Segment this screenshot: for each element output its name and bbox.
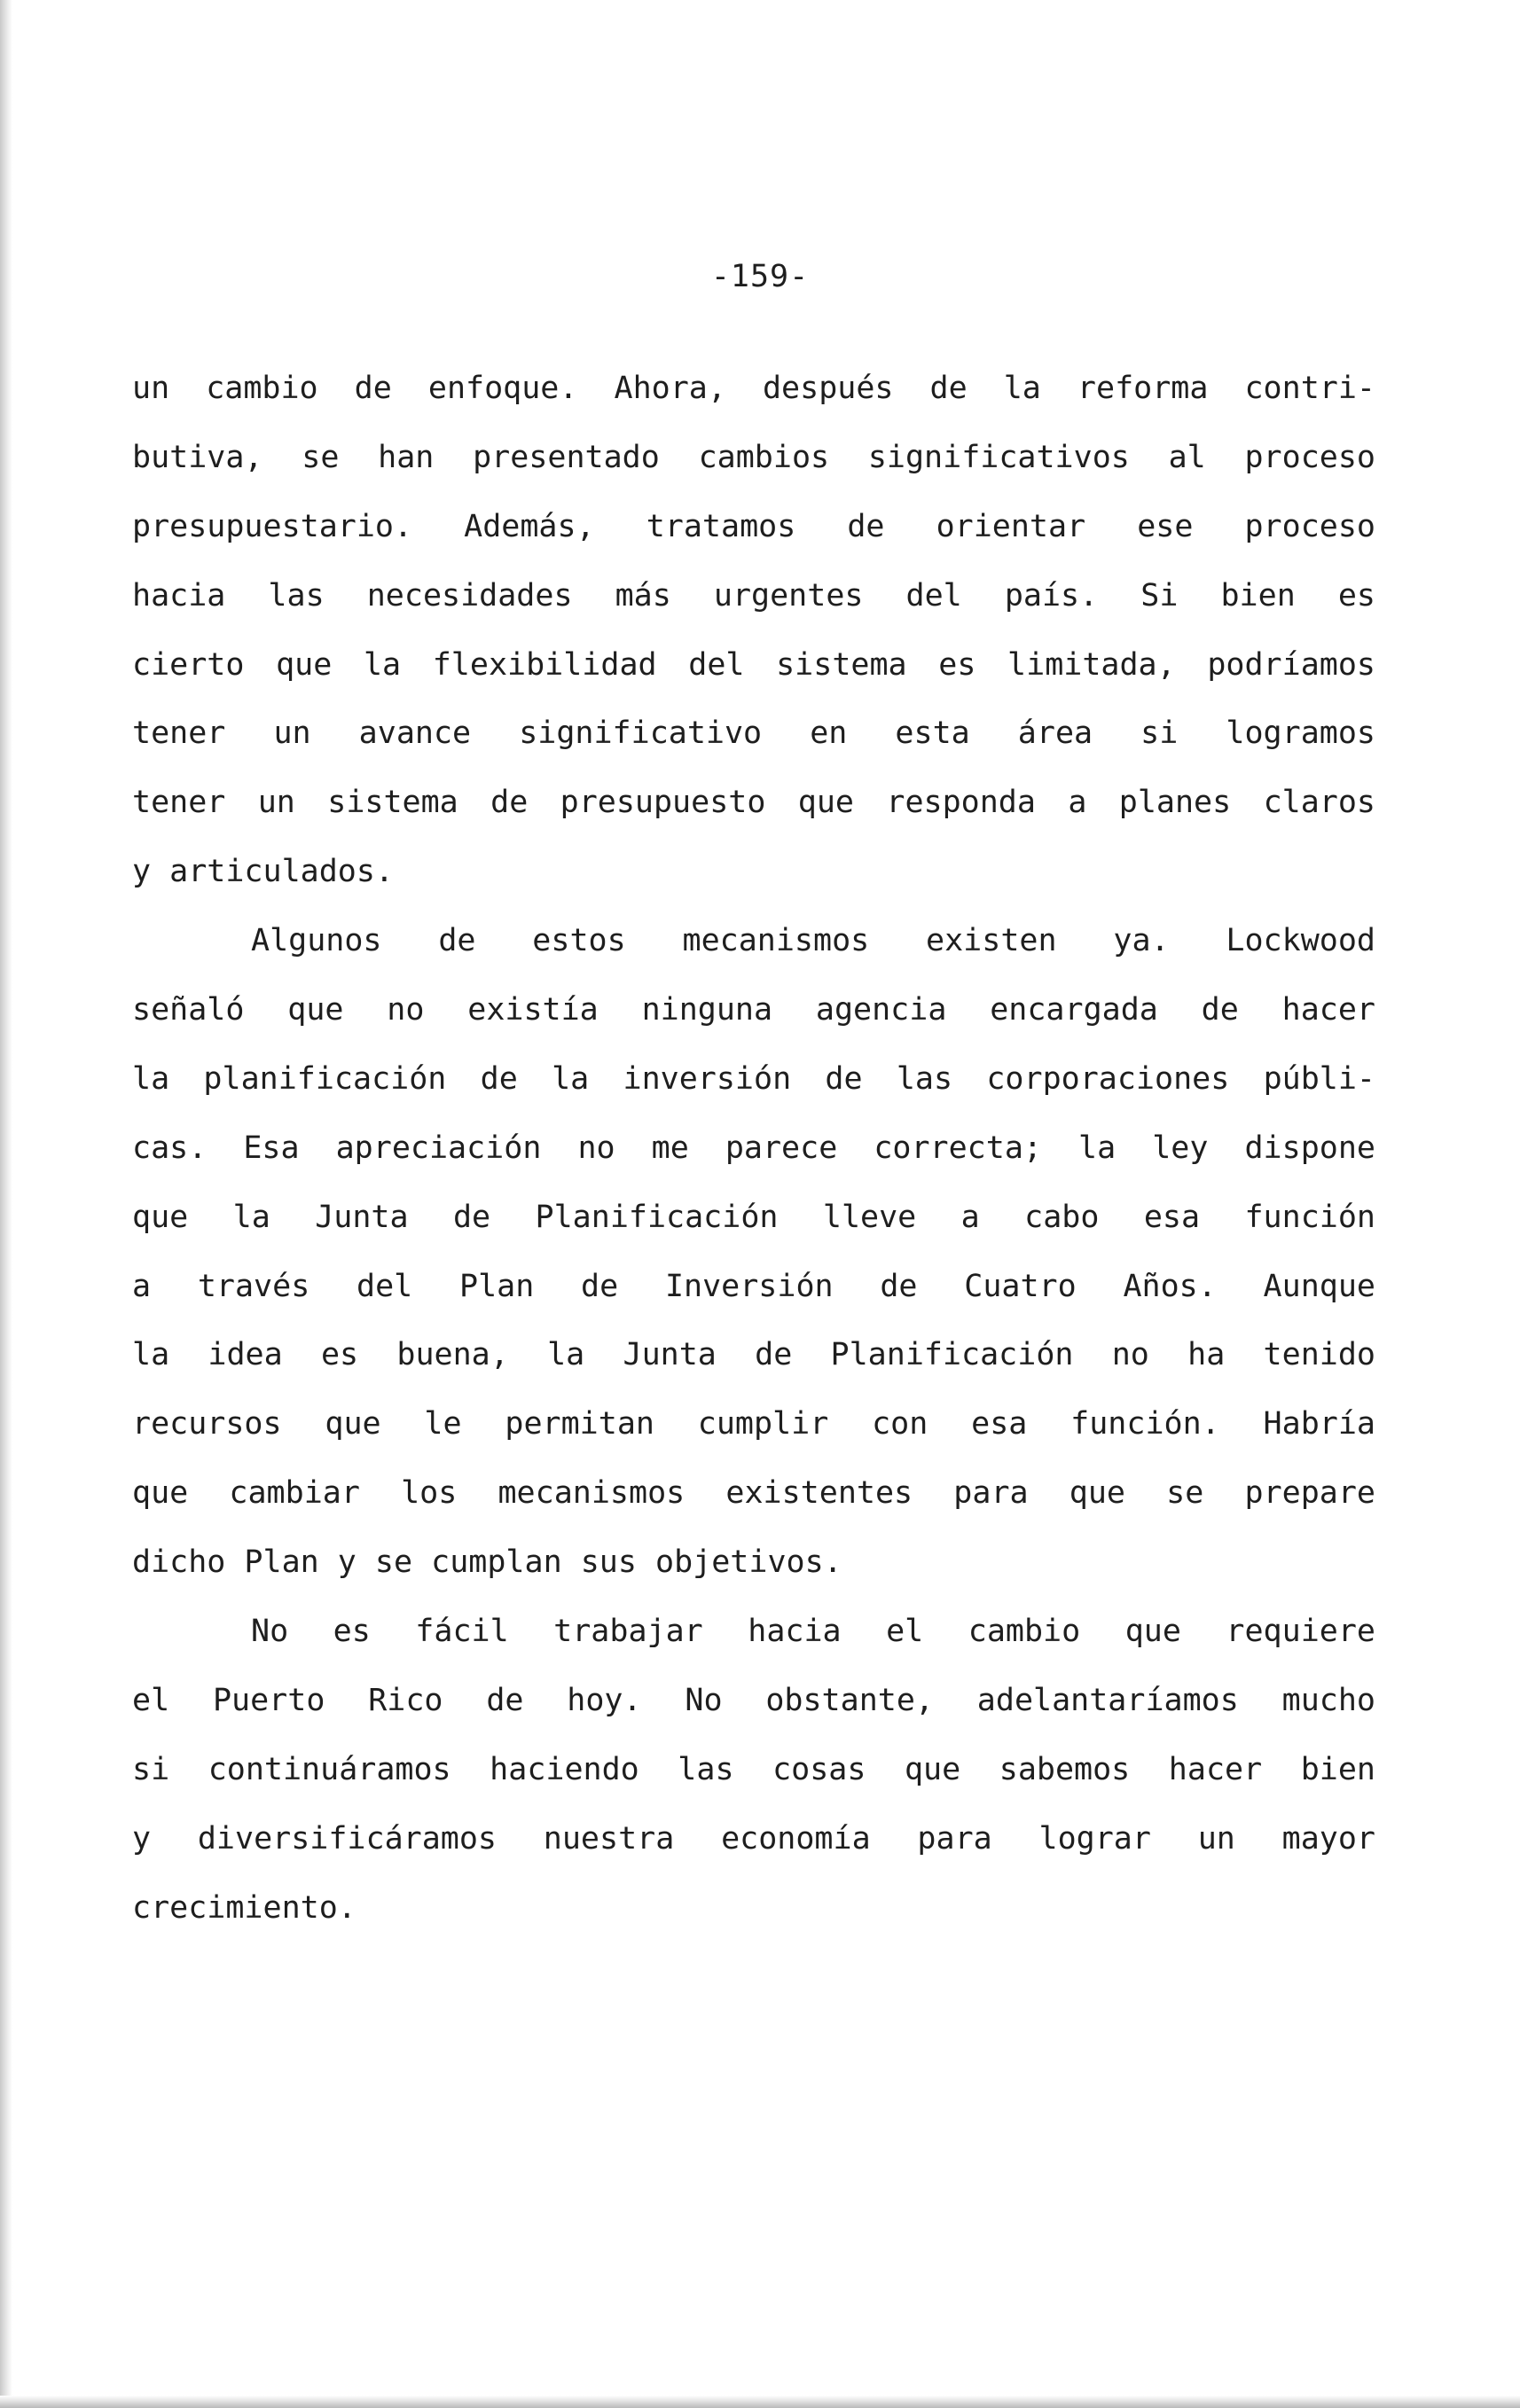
text-line: butiva, se han presentado cambios significativos al proceso <box>132 439 1375 475</box>
text-line: que la Junta de Planificación lleve a cabo esa función <box>132 1199 1375 1235</box>
text-line: a través del Plan de Inversión de Cuatro Años. Aunque <box>132 1268 1375 1304</box>
text-line: tener un sistema de presupuesto que responda a planes claros <box>132 785 1375 821</box>
text-line: No es fácil trabajar hacia el cambio que requiere <box>251 1614 1375 1650</box>
text-line: un cambio de enfoque. Ahora, después de la reforma contri- <box>132 371 1375 406</box>
text-line: recursos que le permitan cumplir con esa función. Habría <box>132 1406 1375 1442</box>
text-line: y articulados. <box>132 854 395 890</box>
text-line: tener un avance significativo en esta área si logramos <box>132 715 1375 752</box>
text-line: la idea es buena, la Junta de Planificación no ha tenido <box>132 1337 1375 1373</box>
page-left-shadow <box>0 0 12 2408</box>
text-line: cas. Esa apreciación no me parece correcta; la ley dispone <box>132 1130 1375 1166</box>
text-line: señaló que no existía ninguna agencia encargada de hacer <box>132 992 1375 1028</box>
text-line: hacia las necesidades más urgentes del país. Si bien es <box>132 577 1375 614</box>
text-line: presupuestario. Además, tratamos de orientar ese proceso <box>132 508 1375 544</box>
page-bottom-shadow <box>0 2396 1520 2408</box>
text-line: el Puerto Rico de hoy. No obstante, adelantaríamos mucho <box>132 1682 1375 1718</box>
page-number: -159- <box>710 259 810 294</box>
text-line: y diversificáramos nuestra economía para lograr un mayor <box>132 1820 1375 1857</box>
text-line: Algunos de estos mecanismos existen ya. Lockwood <box>251 923 1375 959</box>
text-line: si continuáramos haciendo las cosas que sabemos hacer bien <box>132 1751 1375 1787</box>
text-line: crecimiento. <box>132 1889 356 1926</box>
text-line: que cambiar los mecanismos existentes para que se prepare <box>132 1475 1375 1512</box>
text-line: la planificación de la inversión de las corporaciones públi- <box>132 1060 1375 1097</box>
text-line: dicho Plan y se cumplan sus objetivos. <box>132 1544 842 1581</box>
text-line: cierto que la flexibilidad del sistema es limitada, podríamos <box>132 646 1375 683</box>
body-text <box>132 355 1375 1943</box>
